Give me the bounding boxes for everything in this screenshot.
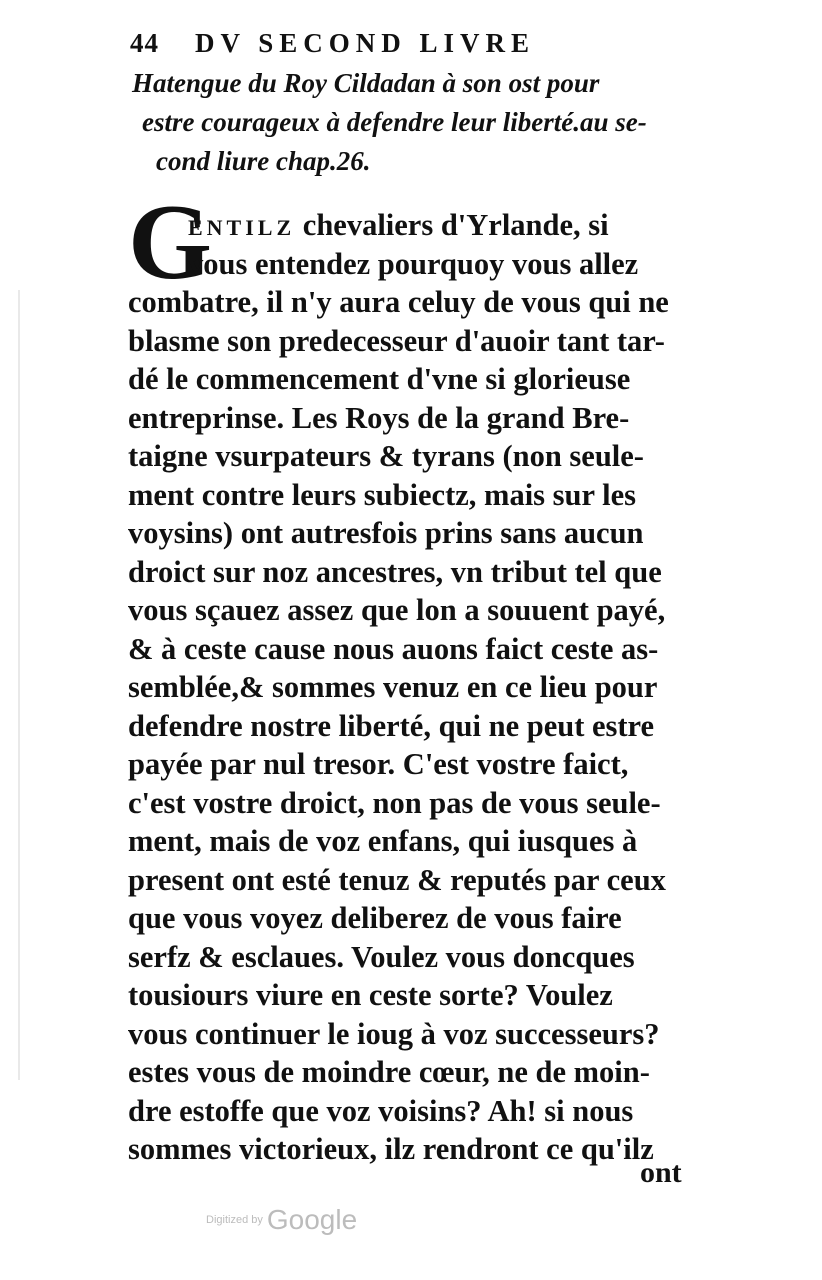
catchword: ont [640, 1156, 682, 1189]
text-line: ment contre leurs subiectz, mais sur les [128, 477, 636, 512]
text-line: dre estoffe que voz voisins? Ah! si nous [128, 1093, 634, 1128]
page-edge-shadow [18, 290, 20, 1080]
chapter-heading [132, 64, 722, 181]
text-line: entreprinse. Les Roys de la grand Bre- [128, 400, 630, 435]
text-line: que vous voyez deliberez de vous faire [128, 901, 622, 935]
text-line: tousiours viure en ceste sorte? Voulez [128, 978, 613, 1012]
text-line: serfz & esclaues. Voulez vous doncques [128, 939, 635, 974]
text-line: dé le commencement d'vne si glorieuse [128, 362, 631, 396]
text-line: present ont esté tenuz & reputés par ceux [128, 862, 666, 897]
text-line: droict sur noz ancestres, vn tribut tel que [128, 554, 662, 589]
text-line: vous entendez pourquoy vous allez [188, 246, 639, 281]
text-line: blasme son predecesseur d'auoir tant tar- [128, 323, 665, 358]
chapter-heading-line: cond liure chap.26. [156, 146, 371, 176]
body-text [128, 206, 724, 1169]
watermark-prefix: Digitized by [206, 1214, 263, 1226]
text-line: semblée,& sommes venuz en ce lieu pour [128, 670, 658, 704]
text-line: payée par nul tresor. C'est vostre faict, [128, 747, 629, 781]
text-line: vous sçauez assez que lon a souuent payé, [128, 593, 666, 627]
chapter-heading-line: estre courageux à defendre leur liberté.au se- [142, 107, 647, 137]
text-line: sommes victorieux, ilz rendront ce qu'ilz [128, 1132, 654, 1166]
text-line: ENTILZ chevaliers d'Yrlande, si [188, 208, 609, 242]
digitized-watermark [206, 1204, 357, 1236]
text-line: c'est vostre droict, non pas de vous seule- [128, 785, 661, 820]
text-line: ment, mais de voz enfans, qui iusques à [128, 824, 638, 858]
text-line: & à ceste cause nous auons faict ceste as- [128, 631, 659, 666]
first-word-rest: ENTILZ [188, 215, 296, 240]
text-line: combatre, il n'y aura celuy de vous qui ne [128, 285, 669, 319]
page-number: 44 [130, 28, 159, 58]
text-line: defendre nostre liberté, qui ne peut estre [128, 708, 655, 743]
text-line: estes vous de moindre cœur, ne de moin- [128, 1055, 650, 1089]
text-line: taigne vsurpateurs & tyrans (non seule- [128, 439, 644, 473]
running-title: DV SECOND LIVRE [195, 28, 536, 58]
drop-cap: G [128, 183, 213, 302]
running-header [130, 28, 690, 62]
chapter-heading-line: Hatengue du Roy Cildadan à son ost pour [132, 68, 600, 98]
google-logo: Google [266, 1204, 358, 1235]
text-line: vous continuer le ioug à voz successeurs? [128, 1016, 660, 1051]
text-line: voysins) ont autresfois prins sans aucun [128, 516, 644, 550]
